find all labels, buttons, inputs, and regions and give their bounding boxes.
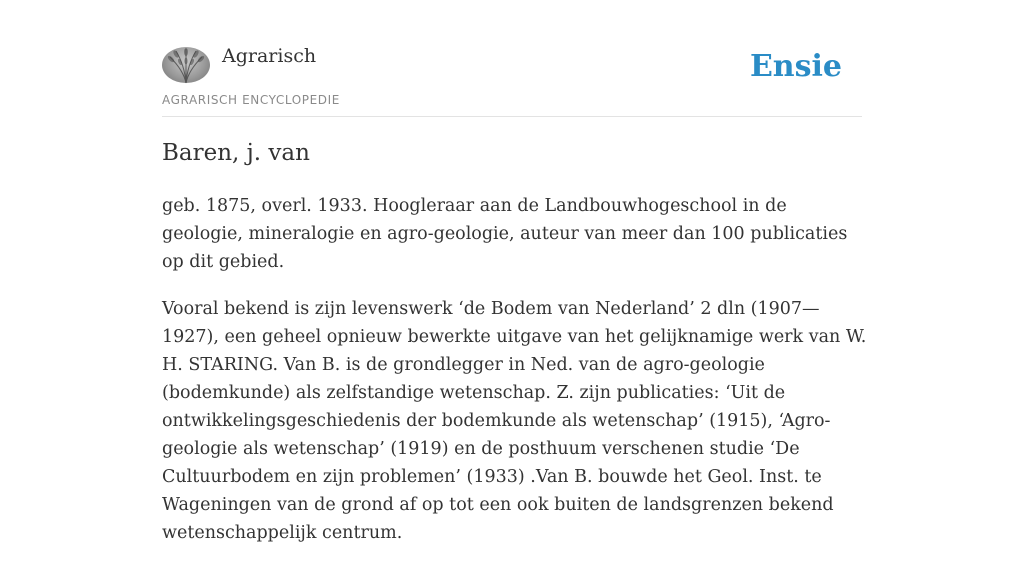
article-paragraph: Vooral bekend is zijn levenswerk ‘de Bodem van Nederland’ 2 dln (1907— 1927), een geheel opnieuw bewerkte uitgave van het gelijknamige werk van W. H. STARING. Van B. is de grondlegger in Ned. van de agro-geologie (bodemkunde) als zelfstandige wetenschap. Z. zijn publicaties: ‘Uit de ontwikkelingsgeschiedenis der bodemkunde als wetenschap’ (1915), ‘Agro-geologie als wetenschap’ (1919) en de posthuum verschenen studie ‘De Cultuurbodem en zijn problemen’ (1933) .Van B. bouwde het Geol. Inst. te Wageningen van de grond af op tot een ook buiten de landsgrenzen bekend wetenschappelijk centrum. (162, 299, 867, 543)
collection-name[interactable]: Agrarisch (222, 45, 317, 67)
article-title: Baren, j. van (162, 140, 310, 166)
site-header (162, 44, 862, 117)
article-body (162, 192, 867, 566)
encyclopedia-subtitle: AGRARISCH ENCYCLOPEDIE (162, 93, 340, 107)
brand-logo[interactable]: Ensie (749, 49, 842, 84)
article-paragraph: geb. 1875, overl. 1933. Hoogleraar aan de Landbouwhogeschool in de geologie, mineralogie en agro-geologie, auteur van meer dan 100 publicaties op dit gebied. (162, 196, 848, 272)
wheat-icon[interactable] (162, 47, 210, 83)
